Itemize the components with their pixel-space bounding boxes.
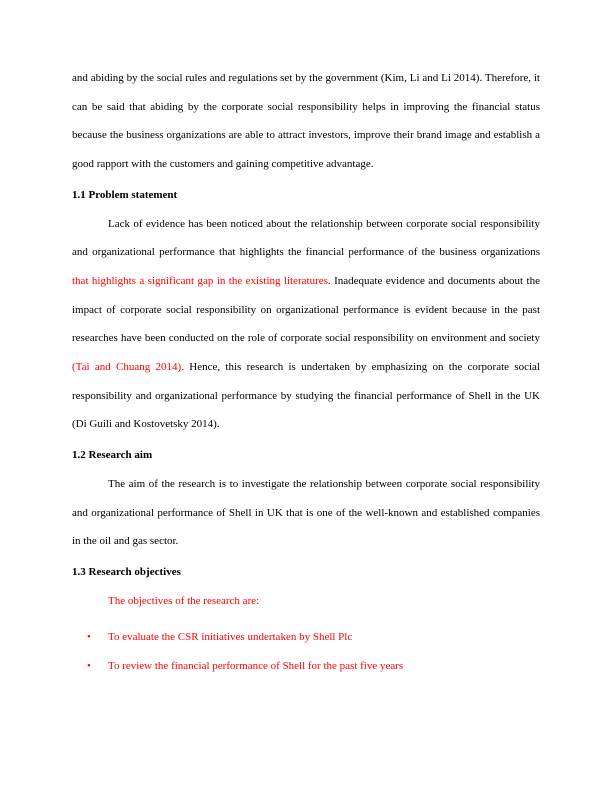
objective-text: To evaluate the CSR initiatives undertaken by Shell Plc (108, 631, 353, 644)
problem-text-c: Hence, this research is undertaken by emphasizing on the corporate social responsibility and organizational performance by studying the financial performance of Shell in the UK (Di Guili and Kostovetsky 2014). (72, 361, 540, 431)
objective-text: To review the financial performance of Shell for the past five years (108, 660, 404, 673)
problem-text-highlight-2: (Tai and Chuang 2014). (72, 361, 184, 374)
paragraph-intro: and abiding by the social rules and regulations set by the government (Kim, Li and Li 2014). Therefore, it can be said that abiding by the corporate social responsibility helps in improving the financial status because the business organizations are able to attract investors, improve their brand image and establish a good rapport with the customers and gaining competitive advantage. (72, 72, 540, 171)
heading-research-objectives: 1.3 Research objectives (72, 565, 181, 578)
list-item (72, 652, 540, 681)
paragraph-research-aim: The aim of the research is to investigate the relationship between corporate social responsibility and organizational performance of Shell in UK that is one of the well-known and established companies in the oil and gas sector. (72, 477, 540, 548)
paragraph-problem-statement (72, 210, 540, 440)
problem-text-highlight-1: that highlights a significant gap in the existing literatures (72, 274, 328, 287)
heading-problem-statement: 1.1 Problem statement (72, 188, 178, 201)
heading-research-aim: 1.2 Research aim (72, 449, 153, 462)
problem-text-a: Lack of evidence has been noticed about the relationship between corporate social responsibility and organizational performance that highlights the financial performance of the business organizations (72, 217, 540, 259)
list-item (72, 623, 540, 652)
objectives-list (72, 623, 540, 680)
problem-text-b: . Inadequate evidence and documents about the impact of corporate social responsibility on organizational performance is evident because in the past researches have been conducted on the role of corporate social responsibility on environment and society (72, 274, 540, 345)
bullet-icon: • (87, 631, 91, 644)
objectives-intro: The objectives of the research are: (108, 594, 260, 607)
bullet-icon: • (87, 660, 91, 673)
